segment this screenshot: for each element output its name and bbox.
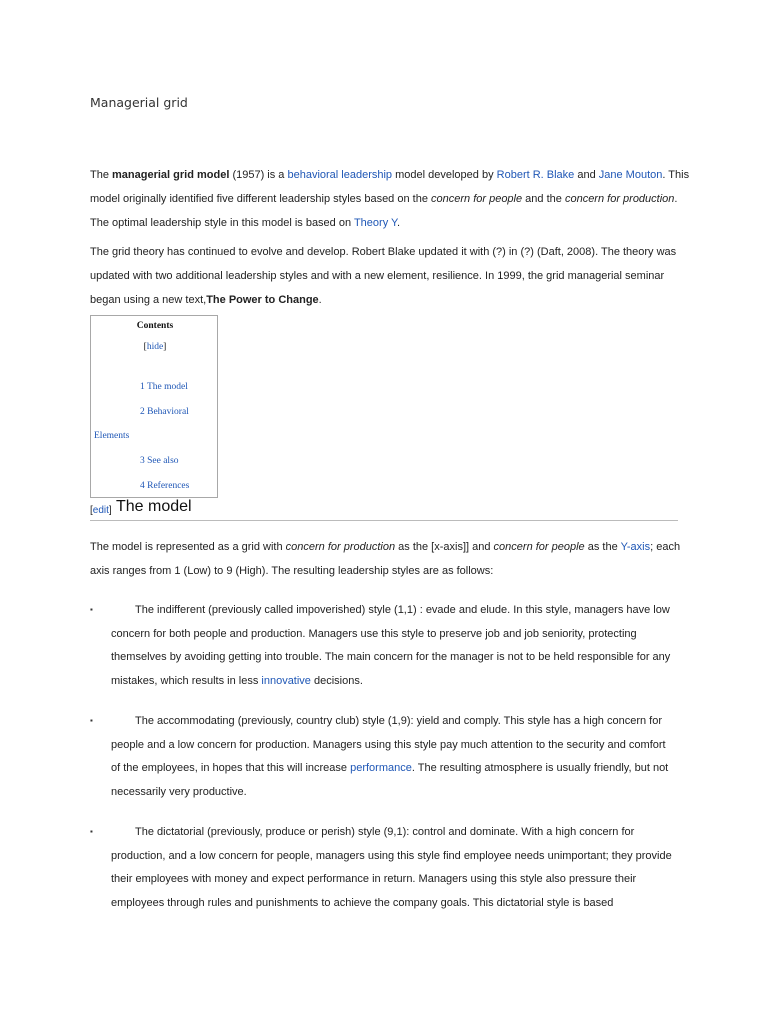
link-jane-mouton[interactable]: Jane Mouton [598,169,663,181]
edit-section [90,505,112,516]
bold-term: managerial grid model [112,169,230,181]
italic-term: concern for production [564,193,675,205]
edit-link[interactable]: edit [92,505,109,516]
bold-term: The Power to Change [206,294,319,306]
page-title: Managerial grid [90,95,188,110]
toc-hide-toggle [91,342,219,352]
bracket: ] [163,342,167,352]
bullet-marker: ▪ [90,605,93,614]
text: . The optimal leadership style in this model is based on [90,193,678,229]
text: as the [584,541,621,553]
text: The grid theory has continued to evolve and develop. Robert Blake updated it with (?) in (?) (Daft, 2008). The theory was updated with two additional leadership styles and with a new element, resilience. In 1999, the grid managerial seminar began using a new text, [90,246,677,306]
section-title: The model [116,498,192,515]
italic-term: concern for production [285,541,396,553]
italic-term: concern for people [493,541,585,553]
link-y-axis[interactable]: Y-axis [620,541,651,553]
text: . [396,217,401,229]
list-item-dictatorial [111,821,676,915]
toc-item-model[interactable]: 1 The model [140,382,188,392]
link-behavioral-leadership[interactable]: behavioral leadership [287,169,393,181]
list-item-accommodating [111,710,676,804]
text: The model is represented as a grid with [90,541,286,553]
text: and the [522,193,565,205]
text: and [574,169,599,181]
bullet-marker: ▪ [90,716,93,725]
bracket: [ [143,342,147,352]
toc-title: Contents [136,321,174,331]
text: model developed by [392,169,497,181]
table-of-contents [90,315,218,498]
link-theory-y[interactable]: Theory Y [353,217,397,229]
text: as the [x-axis]] and [395,541,494,553]
bracket: [ [90,505,93,516]
toc-item-behavioral[interactable]: 2 Behavioral [140,407,189,417]
text: The indifferent (previously called impoverished) style (1,1) : evade and elude. In this style, managers have low concern for both people and production. Managers use this style to preserve job and job seniority, protecting themselves by avoiding getting into trouble. The main concern for the manager is not to be held responsible for any mistakes, which results in less [111,604,671,687]
text: . [318,294,322,306]
text: decisions. [310,674,363,687]
text: The accommodating (previously, country club) style (1,9): yield and comply. This style has a high concern for people and a low concern for production. Managers using this style pay much attention to the security and comfort of the employees, in hopes that this will increase [111,715,666,774]
model-paragraph [90,535,690,583]
italic-term: concern for people [431,193,523,205]
grid-theory-paragraph [90,240,690,312]
text: The [90,169,113,181]
text: . The resulting atmosphere is usually friendly, but not necessarily very productive. [111,762,669,798]
link-innovative[interactable]: innovative [261,674,311,687]
toc-hide-link[interactable]: hide [146,342,164,352]
toc-item-see-also[interactable]: 3 See also [140,456,179,466]
text: ; each axis ranges from 1 (Low) to 9 (High). The resulting leadership styles are as follows: [90,541,681,577]
section-header-model [90,498,678,521]
bullet-marker: ▪ [90,827,93,836]
text: (1957) is a [229,169,288,181]
link-robert-blake[interactable]: Robert R. Blake [496,169,575,181]
text: The dictatorial (previously, produce or perish) style (9,1): control and dominate. With a high concern for production, and a low concern for people, managers using this style find employee needs unimportant; they provide their employees with money and expect performance in return. Managers using this style also pressure their employees through rules and punishments to achieve the company goals. This dictatorial style is based [111,826,672,909]
intro-paragraph [90,163,690,235]
toc-item-references[interactable]: 4 References [140,481,190,491]
link-performance[interactable]: performance [350,762,412,774]
bracket: ] [108,505,112,516]
text: . This model originally identified five different leadership styles based on the [90,169,690,205]
list-item-indifferent [111,599,676,693]
toc-item-elements[interactable]: Elements [94,431,130,441]
